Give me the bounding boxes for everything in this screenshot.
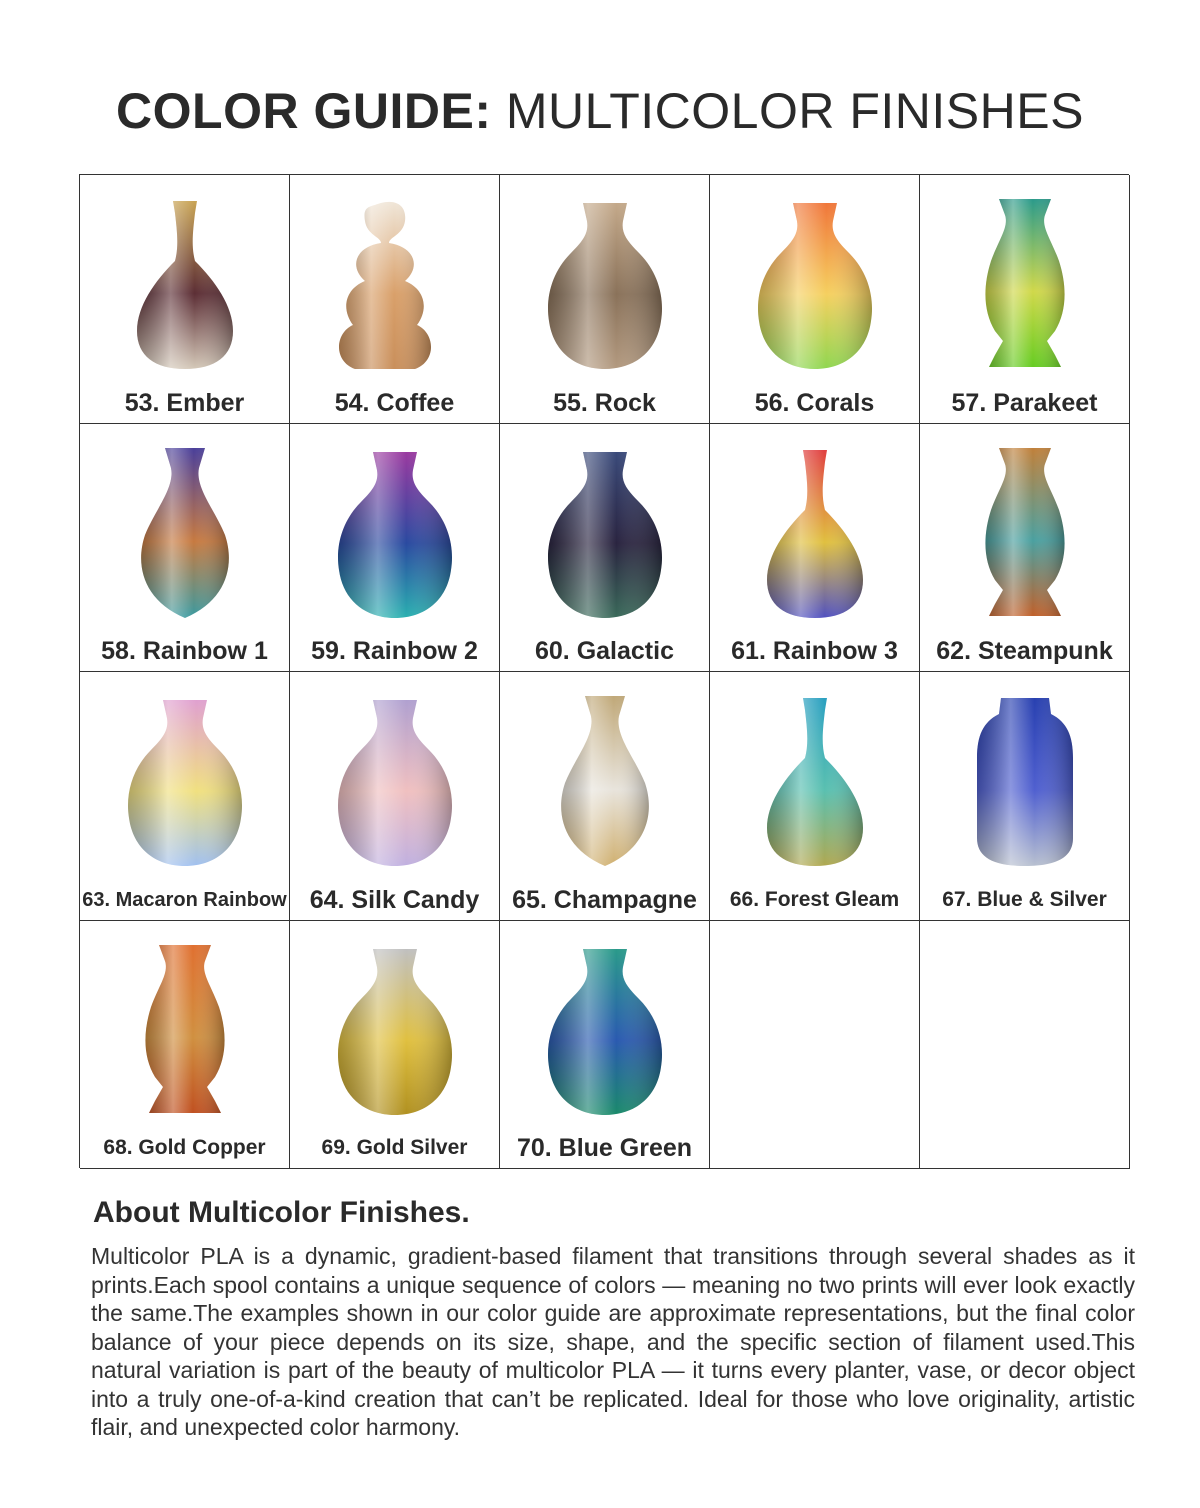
- vase-shine: [145, 945, 224, 1113]
- swatch-cell: [290, 672, 500, 921]
- swatch-cell: [80, 921, 290, 1170]
- swatch-cell: [920, 424, 1130, 673]
- vase-image: [325, 937, 465, 1127]
- vase-shine: [548, 452, 662, 618]
- swatch-label: 58. Rainbow 1: [101, 637, 268, 665]
- vase-shine: [985, 448, 1064, 616]
- vase-shine: [338, 452, 452, 618]
- swatch-cell: [500, 672, 710, 921]
- empty-cell: [920, 921, 1130, 1170]
- swatch-cell: [80, 672, 290, 921]
- vase-shine: [137, 201, 233, 369]
- vase-image: [325, 688, 465, 878]
- swatch-label: 65. Champagne: [512, 885, 697, 914]
- vase-image: [955, 440, 1095, 630]
- swatch-cell: [920, 175, 1130, 424]
- swatch-label: 66. Forest Gleam: [729, 887, 900, 911]
- vase-image: [325, 191, 465, 381]
- swatch-cell: [290, 175, 500, 424]
- swatch-label: 70. Blue Green: [516, 1134, 693, 1162]
- vase-image: [535, 191, 675, 381]
- title-light: MULTICOLOR FINISHES: [491, 83, 1084, 139]
- swatch-label: 62. Steampunk: [936, 637, 1113, 665]
- vase-image: [955, 688, 1095, 878]
- vase-shine: [561, 696, 649, 866]
- swatch-label: 54. Coffee: [334, 388, 455, 417]
- vase-image: [115, 440, 255, 630]
- vase-image: [535, 688, 675, 878]
- vase-shine: [128, 700, 242, 866]
- vase-image: [745, 191, 885, 381]
- swatch-label: 69. Gold Silver: [321, 1136, 468, 1159]
- vase-image: [535, 440, 675, 630]
- vase-shine: [977, 698, 1073, 866]
- swatch-label: 67. Blue & Silver: [942, 887, 1107, 911]
- title-bold: COLOR GUIDE:: [116, 83, 492, 139]
- vase-shine: [338, 949, 452, 1115]
- vase-image: [535, 937, 675, 1127]
- swatch-cell: [920, 672, 1130, 921]
- swatch-label: 56. Corals: [754, 388, 875, 417]
- vase-image: [115, 191, 255, 381]
- empty-cell: [710, 921, 920, 1170]
- vase-shine: [141, 448, 229, 618]
- vase-image: [745, 440, 885, 630]
- vase-shine: [338, 700, 452, 866]
- swatch-label: 57. Parakeet: [951, 388, 1098, 417]
- swatch-cell: [710, 175, 920, 424]
- vase-image: [325, 440, 465, 630]
- swatch-cell: [500, 424, 710, 673]
- vase-shine: [339, 202, 431, 369]
- page-title: [0, 82, 1200, 140]
- about-body: Multicolor PLA is a dynamic, gradient-based filament that transitions through several shades as it prints.Each spool contains a unique sequence of colors — meaning no two prints will ever look exactly the same.The examples shown in our color guide are approximate representations, but the final color balance of your piece depends on its size, shape, and the specific section of filament used.This natural variation is part of the beauty of multicolor PLA — it turns every planter, vase, or decor object into a truly one-of-a-kind creation that can’t be replicated. Ideal for those who love originality, artistic flair, and unexpected color harmony.: [91, 1243, 1135, 1440]
- swatch-label: 55. Rock: [553, 388, 656, 417]
- about-heading: About Multicolor Finishes.: [93, 1196, 470, 1229]
- vase-shine: [985, 199, 1064, 367]
- color-grid: [79, 174, 1129, 1168]
- swatch-cell: [500, 921, 710, 1170]
- swatch-cell: [80, 424, 290, 673]
- swatch-cell: [710, 424, 920, 673]
- vase-shine: [758, 203, 872, 369]
- swatch-cell: [290, 424, 500, 673]
- swatch-label: 68. Gold Copper: [103, 1136, 266, 1159]
- swatch-label: 61. Rainbow 3: [731, 637, 898, 665]
- vase-image: [745, 688, 885, 878]
- swatch-cell: [500, 175, 710, 424]
- swatch-label: 63. Macaron Rainbow: [82, 888, 287, 911]
- swatch-label: 53. Ember: [124, 388, 245, 417]
- swatch-cell: [290, 921, 500, 1170]
- swatch-label: 60. Galactic: [535, 637, 674, 665]
- vase-shine: [548, 949, 662, 1115]
- vase-image: [115, 688, 255, 878]
- vase-shine: [767, 450, 863, 618]
- vase-image: [115, 937, 255, 1127]
- vase-shine: [767, 698, 863, 866]
- vase-image: [955, 191, 1095, 381]
- swatch-cell: [710, 672, 920, 921]
- swatch-cell: [80, 175, 290, 424]
- vase-shine: [548, 203, 662, 369]
- swatch-label: 59. Rainbow 2: [311, 637, 478, 665]
- swatch-label: 64. Silk Candy: [309, 885, 480, 914]
